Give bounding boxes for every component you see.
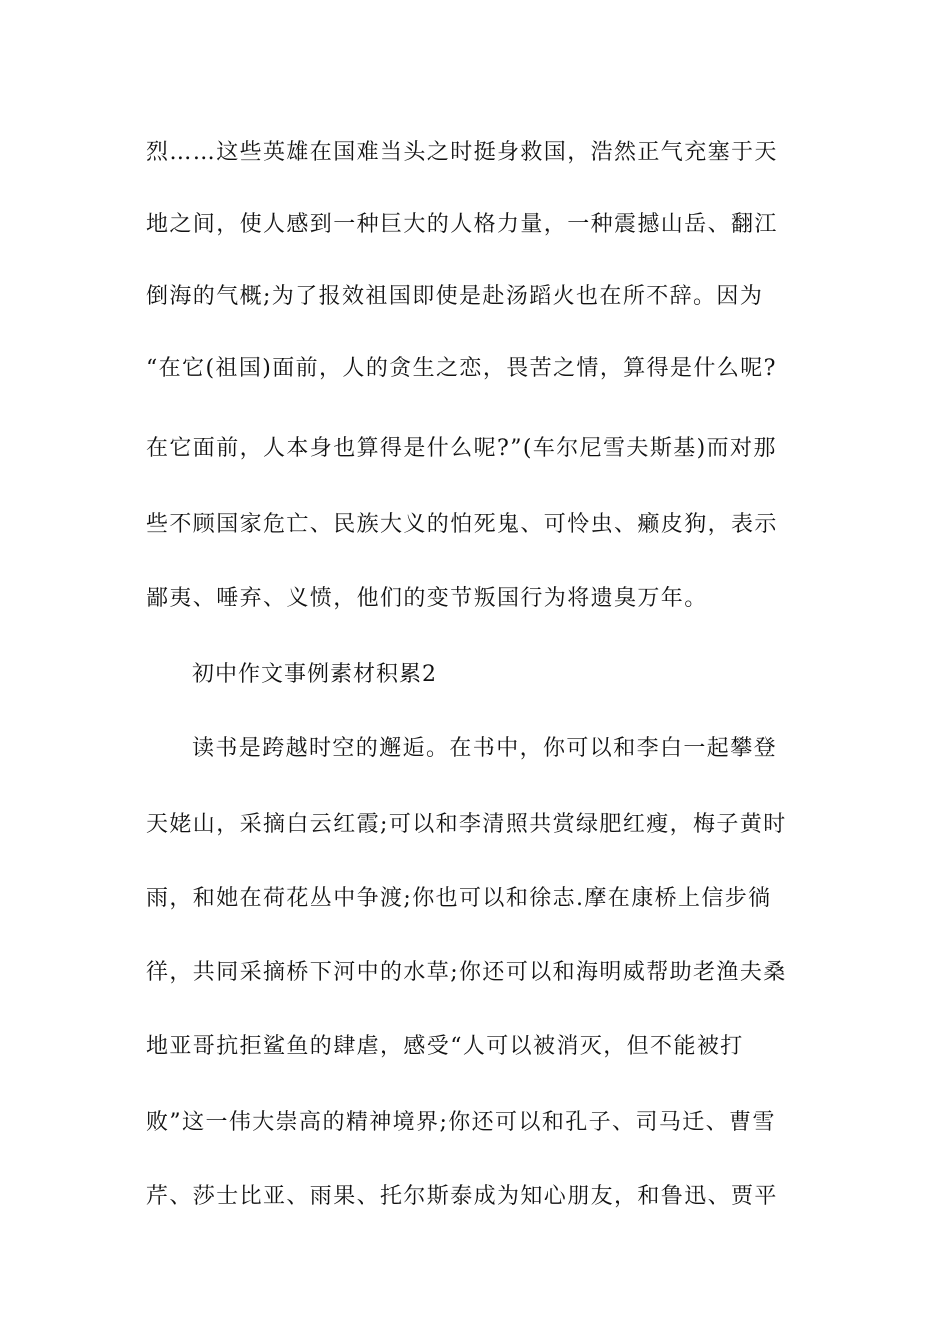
paragraph-1-line-3: 倒海的气概;为了报效祖国即使是赴汤蹈火也在所不辞。因为 [146, 284, 764, 309]
paragraph-2-line-4: 徉，共同采摘桥下河中的水草;你还可以和海明威帮助老渔夫桑 [146, 960, 787, 985]
paragraph-1-line-1: 烈……这些英雄在国难当头之时挺身救国，浩然正气充塞于天 [146, 140, 778, 165]
paragraph-2-line-5: 地亚哥抗拒鲨鱼的肆虐，感受“人可以被消灭，但不能被打 [146, 1034, 744, 1059]
paragraph-2-line-2: 天姥山，采摘白云红霞;可以和李清照共赏绿肥红瘦，梅子黄时 [146, 812, 787, 837]
section-heading: 初中作文事例素材积累2 [192, 662, 437, 687]
paragraph-1-line-4: “在它(祖国)面前，人的贪生之恋，畏苦之情，算得是什么呢? [146, 356, 777, 381]
paragraph-2-line-6: 败”这一伟大崇高的精神境界;你还可以和孔子、司马迁、曹雪 [146, 1110, 776, 1135]
paragraph-2-line-7: 芹、莎士比亚、雨果、托尔斯泰成为知心朋友，和鲁迅、贾平 [146, 1184, 778, 1209]
paragraph-2-line-3: 雨，和她在荷花丛中争渡;你也可以和徐志.摩在康桥上信步徜 [146, 886, 772, 911]
paragraph-1-line-6: 些不顾国家危亡、民族大义的怕死鬼、可怜虫、癞皮狗，表示 [146, 512, 778, 537]
paragraph-1-line-5: 在它面前，人本身也算得是什么呢?”(车尔尼雪夫斯基)而对那 [146, 436, 777, 461]
paragraph-1-line-7: 鄙夷、唾弃、义愤，他们的变节叛国行为将遗臭万年。 [146, 586, 708, 611]
paragraph-2-line-1: 读书是跨越时空的邂逅。在书中，你可以和李白一起攀登 [192, 736, 778, 761]
paragraph-1-line-2: 地之间，使人感到一种巨大的人格力量，一种震撼山岳、翻江 [146, 212, 778, 237]
